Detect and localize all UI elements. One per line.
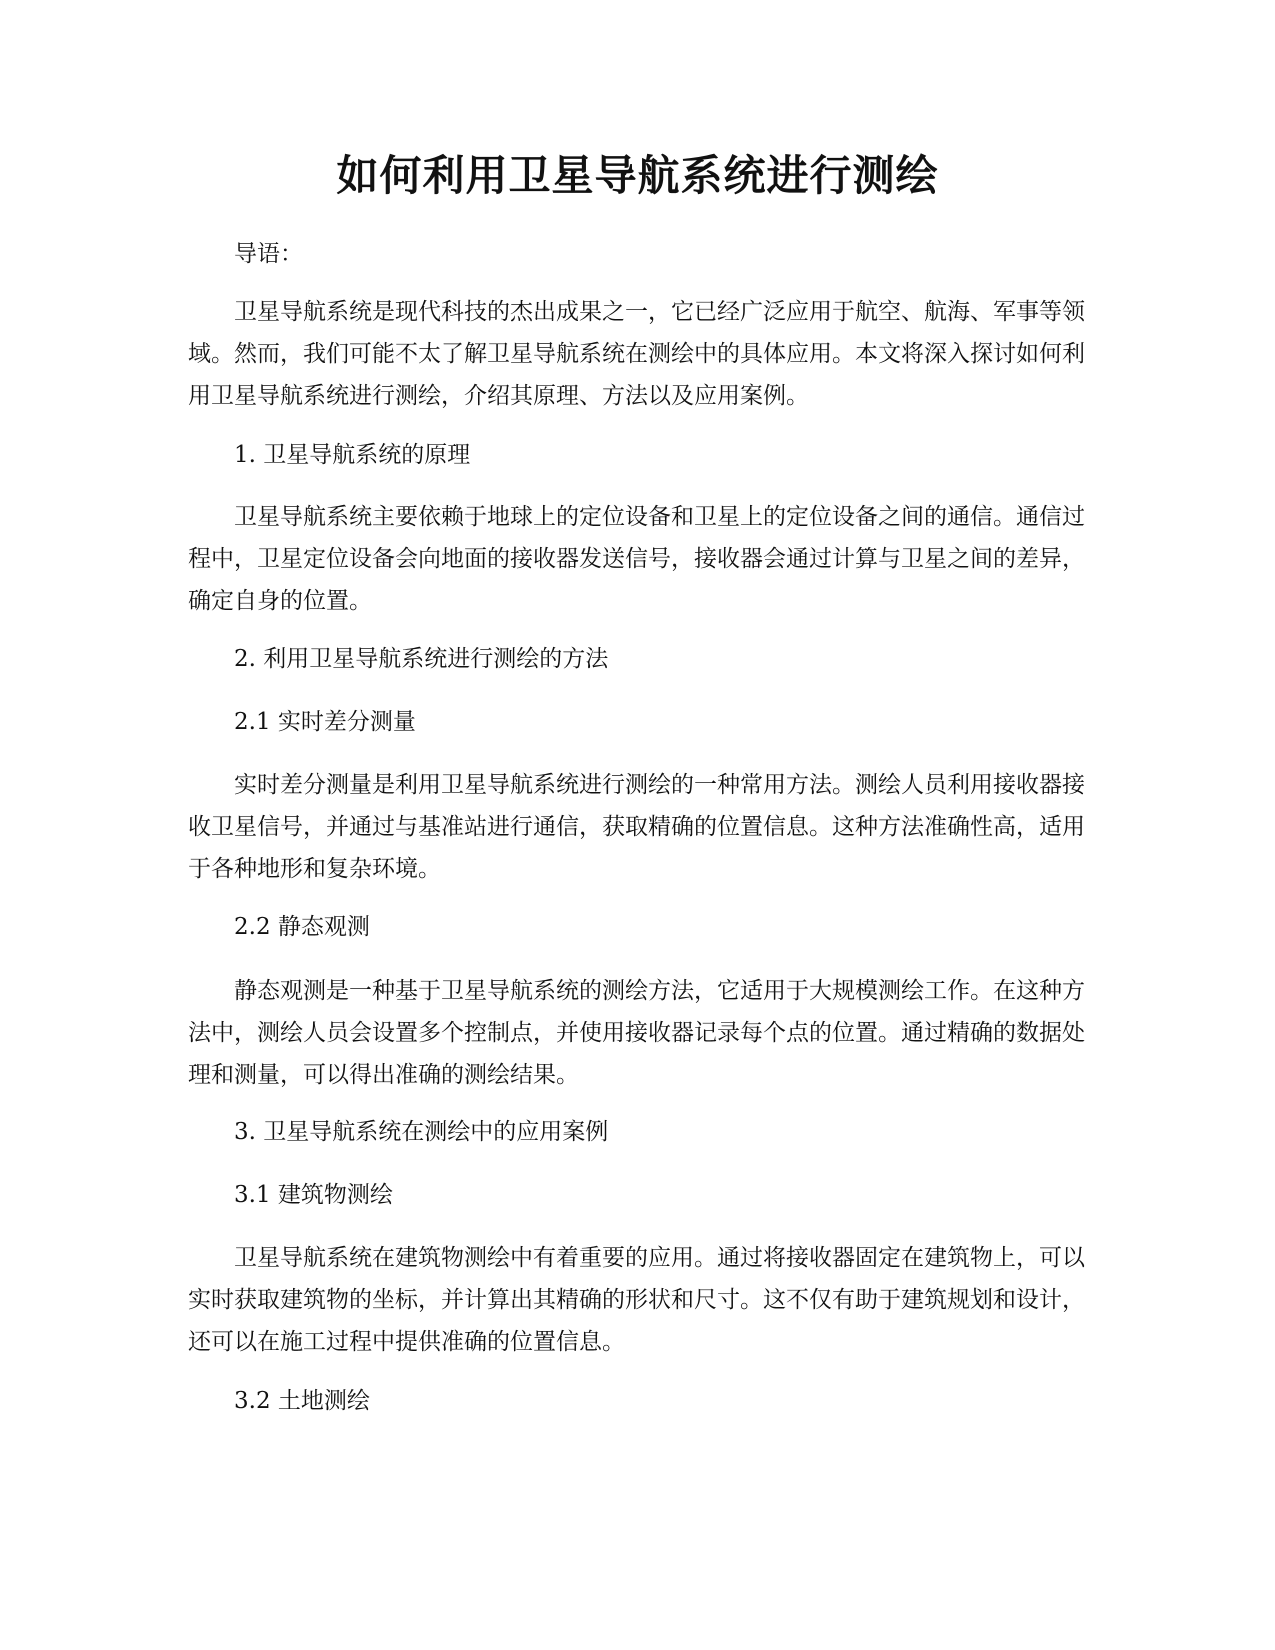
section-3-1-paragraph: 卫星导航系统在建筑物测绘中有着重要的应用。通过将接收器固定在建筑物上，可以实时获取建筑物的坐标，并计算出其精确的形状和尺寸。这不仅有助于建筑规划和设计，还可以在施工过程中提供准确的位置信息。 (188, 1245, 1085, 1355)
document-title: 如何利用卫星导航系统进行测绘 (336, 151, 939, 200)
section-2-1-heading: 2.1 实时差分测量 (234, 709, 416, 735)
section-3-1-heading: 3.1 建筑物测绘 (234, 1182, 393, 1208)
intro-label: 导语： (234, 241, 303, 267)
section-3-2-heading: 3.2 土地测绘 (234, 1388, 370, 1414)
intro-paragraph: 卫星导航系统是现代科技的杰出成果之一，它已经广泛应用于航空、航海、军事等领域。然而，我们可能不太了解卫星导航系统在测绘中的具体应用。本文将深入探讨如何利用卫星导航系统进行测绘，介绍其原理、方法以及应用案例。 (188, 299, 1085, 409)
section-2-2-heading: 2.2 静态观测 (234, 914, 370, 940)
section-2-1-paragraph: 实时差分测量是利用卫星导航系统进行测绘的一种常用方法。测绘人员利用接收器接收卫星信号，并通过与基准站进行通信，获取精确的位置信息。这种方法准确性高，适用于各种地形和复杂环境。 (188, 772, 1085, 882)
section-2-heading: 2. 利用卫星导航系统进行测绘的方法 (234, 646, 609, 672)
section-1-paragraph: 卫星导航系统主要依赖于地球上的定位设备和卫星上的定位设备之间的通信。通信过程中，卫星定位设备会向地面的接收器发送信号，接收器会通过计算与卫星之间的差异，确定自身的位置。 (188, 504, 1085, 614)
section-3-heading: 3. 卫星导航系统在测绘中的应用案例 (234, 1119, 609, 1145)
section-1-heading: 1. 卫星导航系统的原理 (234, 442, 471, 468)
section-2-2-paragraph: 静态观测是一种基于卫星导航系统的测绘方法，它适用于大规模测绘工作。在这种方法中，测绘人员会设置多个控制点，并使用接收器记录每个点的位置。通过精确的数据处理和测量，可以得出准确的测绘结果。 (188, 978, 1085, 1088)
